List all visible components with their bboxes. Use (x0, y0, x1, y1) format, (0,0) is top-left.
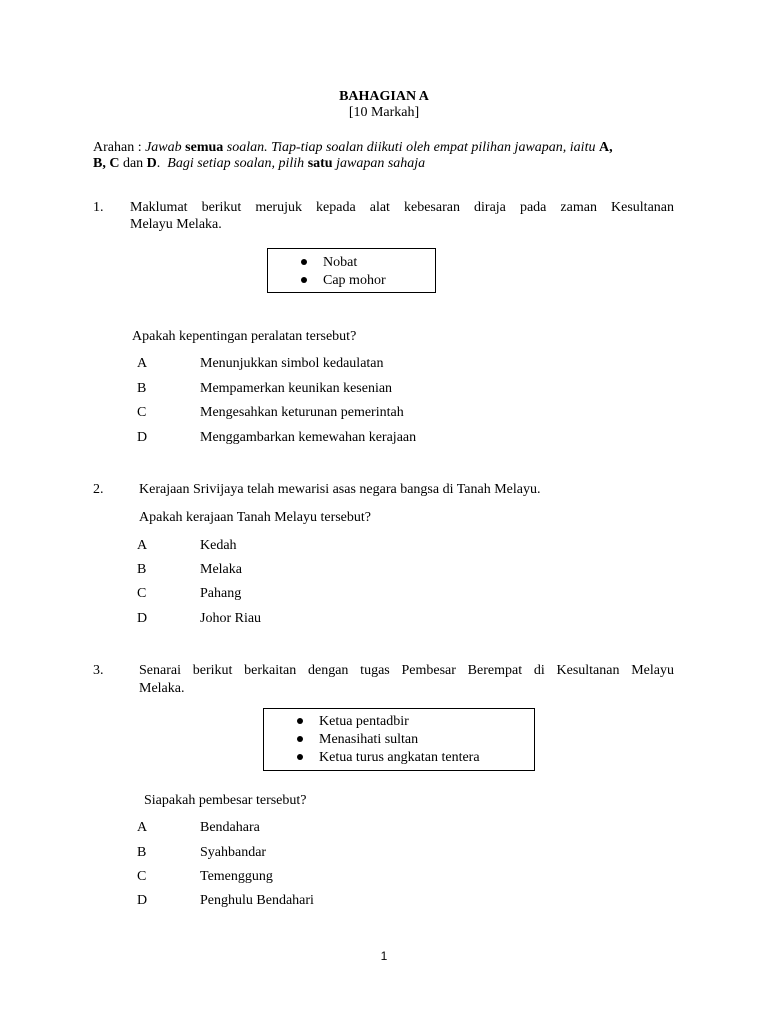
instructions-text: Jawab (145, 140, 186, 155)
option-text: Menunjukkan simbol kedaulatan (200, 356, 384, 371)
option-text: Syahbandar (200, 845, 267, 860)
option-letter: C (137, 586, 147, 601)
question-3-number: 3. (93, 663, 104, 678)
question-3-prompt: Siapakah pembesar tersebut? (144, 793, 307, 808)
option-text: Penghulu Bendahari (200, 893, 314, 908)
instructions-text: soalan. Tiap-tiap soalan diikuti oleh empat pilihan jawapan, iaitu (223, 140, 599, 155)
list-item-text: Cap mohor (323, 273, 386, 288)
option-letter: C (137, 405, 147, 420)
question-3-stem: Senarai berikut berkaitan dengan tugas Pembesar Berempat di Kesultanan Melayu (139, 663, 674, 678)
instructions-text: Bagi setiap soalan, pilih (167, 156, 308, 171)
list-item (297, 713, 409, 730)
instructions-line-1 (93, 139, 613, 156)
instructions-text: jawapan sahaja (332, 156, 426, 171)
option-letter: B (137, 845, 147, 860)
option-text: Melaka (200, 562, 242, 577)
question-1-info-box (267, 248, 436, 293)
option-text: Mengesahkan keturunan pemerintah (200, 405, 404, 420)
bullet-icon (301, 277, 307, 283)
list-item-text: Ketua pentadbir (319, 714, 409, 729)
list-item (301, 254, 357, 271)
instructions-emphasis: B, C (93, 156, 120, 171)
option-letter: D (137, 893, 148, 908)
list-item (301, 272, 386, 289)
option-text: Menggambarkan kemewahan kerajaan (200, 430, 417, 445)
instructions-text: dan (119, 156, 147, 171)
option-text: Mempamerkan keunikan kesenian (200, 381, 393, 396)
list-item (297, 749, 480, 766)
instructions-emphasis: A, (598, 140, 613, 155)
question-1-stem-cont: Melayu Melaka. (130, 217, 222, 232)
list-item-text: Nobat (323, 255, 358, 270)
option-text: Pahang (200, 586, 242, 601)
option-letter: B (137, 381, 147, 396)
page-number: 1 (380, 949, 388, 963)
question-3-stem-cont: Melaka. (139, 681, 185, 696)
question-1-prompt: Apakah kepentingan peralatan tersebut? (132, 329, 357, 344)
option-letter: D (137, 430, 148, 445)
option-text: Bendahara (200, 820, 260, 835)
question-1-number: 1. (93, 200, 104, 215)
list-item-text: Menasihati sultan (319, 732, 419, 747)
instructions-line-2 (93, 155, 425, 172)
question-2-number: 2. (93, 482, 104, 497)
question-3-info-box (263, 708, 535, 771)
instructions-emphasis: semua (185, 140, 224, 155)
bullet-icon (301, 259, 307, 265)
section-marks: [10 Markah] (348, 105, 420, 120)
list-item-text: Ketua turus angkatan tentera (319, 750, 480, 765)
option-letter: C (137, 869, 147, 884)
section-title: BAHAGIAN A (339, 89, 429, 104)
bullet-icon (297, 736, 303, 742)
question-2-stem: Kerajaan Srivijaya telah mewarisi asas negara bangsa di Tanah Melayu. (139, 482, 541, 497)
instructions-text: . (156, 156, 168, 171)
instructions-prefix: Arahan : (93, 140, 146, 155)
bullet-icon (297, 718, 303, 724)
instructions-emphasis: D (146, 156, 157, 171)
instructions-emphasis: satu (307, 156, 333, 171)
option-letter: D (137, 611, 148, 626)
option-letter: A (137, 820, 148, 835)
option-text: Kedah (200, 538, 237, 553)
option-text: Temenggung (200, 869, 273, 884)
bullet-icon (297, 754, 303, 760)
question-2-prompt: Apakah kerajaan Tanah Melayu tersebut? (139, 510, 371, 525)
option-letter: A (137, 356, 148, 371)
list-item (297, 731, 418, 748)
question-1-stem: Maklumat berikut merujuk kepada alat kebesaran diraja pada zaman Kesultanan (130, 200, 674, 215)
option-letter: A (137, 538, 148, 553)
option-letter: B (137, 562, 147, 577)
option-text: Johor Riau (200, 611, 262, 626)
